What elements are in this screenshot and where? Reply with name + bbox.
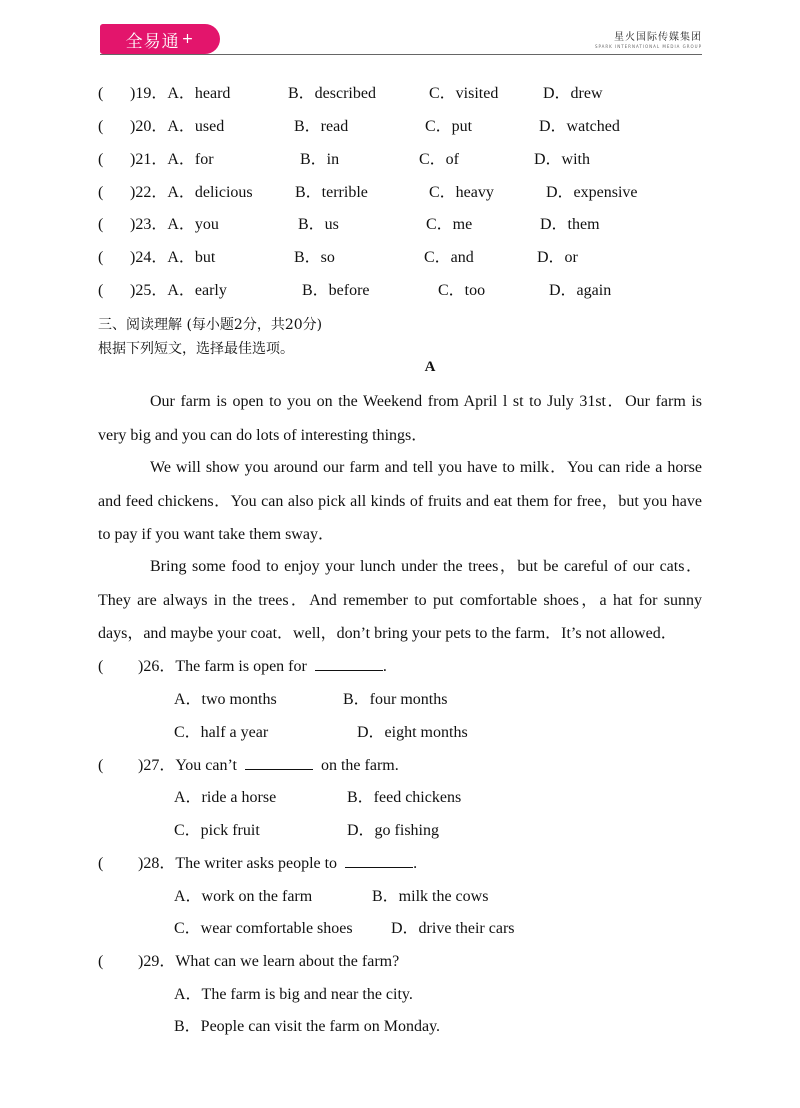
- option-d: D．drive their cars: [391, 920, 515, 937]
- question-19: [98, 83, 702, 105]
- option-c: C．pick fruit: [174, 822, 260, 839]
- option-d: D．with: [534, 151, 591, 168]
- answer-blank: [245, 755, 313, 770]
- answer-paren: (: [98, 282, 104, 299]
- page-header: [100, 22, 702, 56]
- publisher-brand: [595, 28, 702, 49]
- logo-plus-icon: +: [181, 31, 195, 47]
- option-a: )20．A．used: [130, 118, 225, 135]
- option-c: C．too: [438, 282, 486, 299]
- answer-paren: (: [98, 216, 104, 233]
- option-b: B．People can visit the farm on Monday.: [174, 1018, 441, 1035]
- option-a: )21．A．for: [130, 151, 214, 168]
- answer-paren: (: [98, 118, 104, 135]
- question-22: [98, 182, 702, 204]
- question-end: .: [382, 658, 387, 675]
- option-a: A．work on the farm: [174, 888, 313, 905]
- question-20: [98, 116, 702, 138]
- question-stem: [138, 755, 399, 777]
- option-c: C．heavy: [429, 184, 494, 201]
- question-text: )28．The writer asks people to: [138, 855, 338, 872]
- passage-paragraph-2: [98, 451, 702, 552]
- question-text: )29．What can we learn about the farm?: [138, 953, 400, 970]
- question-text: )27．You can’t: [138, 757, 237, 774]
- option-d: D．expensive: [546, 184, 638, 201]
- question-25: [98, 280, 702, 302]
- option-c: C．and: [424, 249, 474, 266]
- paragraph-text: Our farm is open to you on the Weekend from April l st to July 31st．Our farm is very big and you can do lots of interesting things．: [98, 393, 702, 444]
- option-c: C．me: [426, 216, 473, 233]
- option-a: )23．A．you: [130, 216, 219, 233]
- option-a: A．two months: [174, 691, 277, 708]
- option-d: D．drew: [543, 85, 603, 102]
- answer-paren: (: [98, 151, 104, 168]
- option-d: D．eight months: [357, 724, 468, 741]
- section-title: 三、阅读理解 (每小题2分，共20分): [98, 317, 323, 333]
- option-b: B．milk the cows: [372, 888, 489, 905]
- answer-blank: [315, 656, 383, 671]
- option-d: D．or: [537, 249, 578, 266]
- option-b: B．terrible: [295, 184, 368, 201]
- answer-paren: (: [98, 184, 104, 201]
- question-27: [98, 755, 702, 777]
- question-stem: [138, 656, 387, 678]
- answer-paren: (: [98, 855, 104, 872]
- answer-paren: (: [98, 953, 104, 970]
- passage-paragraph-1: [98, 385, 702, 452]
- question-23: [98, 214, 702, 236]
- option-a: A．The farm is big and near the city.: [174, 986, 413, 1003]
- option-a: )24．A．but: [130, 249, 216, 266]
- option-b: B．so: [294, 249, 335, 266]
- option-d: D．them: [540, 216, 600, 233]
- option-c: C．half a year: [174, 724, 269, 741]
- question-end: .: [413, 855, 418, 872]
- option-b: B．feed chickens: [347, 789, 462, 806]
- brand-logo: [100, 24, 220, 54]
- paragraph-text: We will show you around our farm and tell you have to milk．You can ride a horse and feed chickens．You can also pick all kinds of fruits and eat them for free，but you have to pay if you want take them sway．: [98, 459, 702, 543]
- question-stem: [138, 853, 417, 875]
- answer-paren: (: [98, 658, 104, 675]
- option-d: D．go fishing: [347, 822, 440, 839]
- option-c: C．visited: [429, 85, 499, 102]
- logo-text: 全易通: [125, 31, 180, 52]
- answer-paren: (: [98, 757, 104, 774]
- option-b: B．four months: [343, 691, 448, 708]
- question-26: [98, 656, 702, 678]
- option-b: B．in: [300, 151, 340, 168]
- option-a: )25．A．early: [130, 282, 227, 299]
- option-a: A．ride a horse: [174, 789, 277, 806]
- option-d: D．watched: [539, 118, 620, 135]
- question-29: [98, 951, 702, 973]
- passage-paragraph-3: [98, 550, 702, 651]
- question-21: [98, 149, 702, 171]
- option-b: B．us: [298, 216, 339, 233]
- option-c: C．put: [425, 118, 473, 135]
- paragraph-text: Bring some food to enjoy your lunch under the trees，but be careful of our cats．They are always in the trees．And remember to put comfortable shoes，a hat for sunny days，and maybe your coat．well，don’t bring your pets to the farm．It’s not allowed．: [98, 558, 702, 642]
- option-c: C．wear comfortable shoes: [174, 920, 353, 937]
- answer-blank: [345, 853, 413, 868]
- header-divider: [100, 54, 702, 55]
- option-c: C．of: [419, 151, 460, 168]
- answer-paren: (: [98, 85, 104, 102]
- question-text: )26．The farm is open for: [138, 658, 307, 675]
- publisher-name: 星火国际传媒集团: [614, 32, 702, 43]
- question-28: [98, 853, 702, 875]
- option-b: B．described: [288, 85, 376, 102]
- option-a: )19．A．heard: [130, 85, 231, 102]
- option-b: B．read: [294, 118, 349, 135]
- option-d: D．again: [549, 282, 612, 299]
- passage-label: A: [424, 359, 436, 375]
- question-end: on the farm.: [320, 757, 399, 774]
- question-24: [98, 247, 702, 269]
- option-b: B．before: [302, 282, 370, 299]
- option-a: )22．A．delicious: [130, 184, 253, 201]
- answer-paren: (: [98, 249, 104, 266]
- section-instruction: 根据下列短文，选择最佳选项。: [98, 341, 294, 357]
- publisher-name-en: SPARK INTERNATIONAL MEDIA GROUP: [594, 44, 702, 49]
